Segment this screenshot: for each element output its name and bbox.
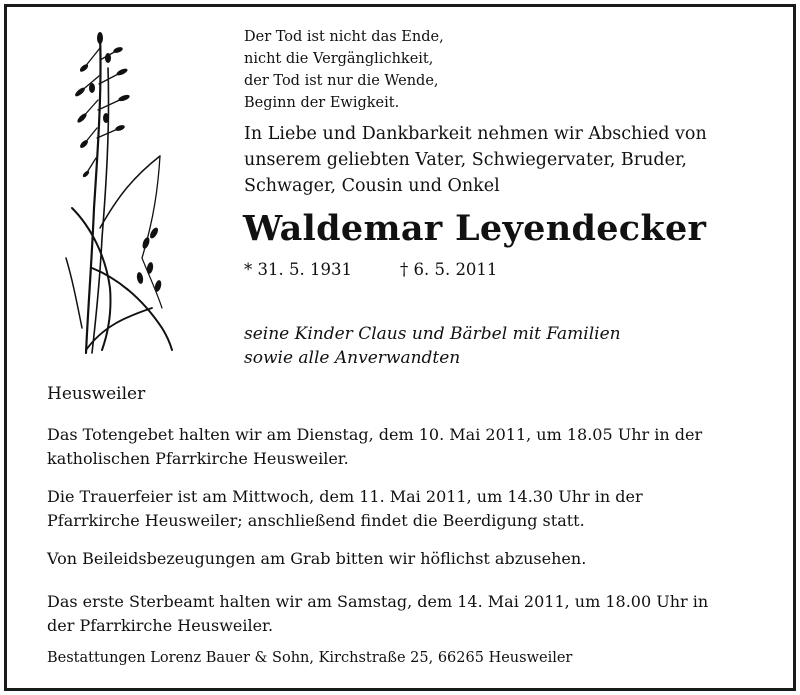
poem: [244, 26, 444, 114]
birth-date: * 31. 5. 1931: [244, 260, 352, 279]
notice-line: Das Totengebet halten wir am Dienstag, dem 10. Mai 2011, um 18.05 Uhr in der: [47, 425, 703, 444]
notice-requiem: [47, 590, 708, 638]
poem-line: nicht die Vergänglichkeit,: [244, 51, 434, 67]
poem-line: Beginn der Ewigkeit.: [244, 95, 400, 111]
life-dates: [244, 260, 497, 279]
notice-line: Die Trauerfeier ist am Mittwoch, dem 11. Mai 2011, um 14.30 Uhr in der: [47, 487, 643, 506]
notice-funeral: [47, 485, 643, 533]
poem-line: der Tod ist nur die Wende,: [244, 73, 439, 89]
farewell-intro: [244, 121, 707, 199]
death-date: † 6. 5. 2011: [399, 260, 498, 279]
intro-line: Schwager, Cousin und Onkel: [244, 176, 500, 196]
notice-line: der Pfarrkirche Heusweiler.: [47, 616, 274, 635]
mourners-line: seine Kinder Claus und Bärbel mit Familien: [244, 324, 621, 344]
notice-line: Von Beileidsbezeugungen am Grab bitten wir höflichst abzusehen.: [47, 549, 587, 568]
notice-prayer: [47, 423, 702, 471]
place-name: Heusweiler: [47, 384, 146, 404]
intro-line: unserem geliebten Vater, Schwiegervater, Bruder,: [244, 150, 687, 170]
notice-line: katholischen Pfarrkirche Heusweiler.: [47, 449, 349, 468]
notice-condolences: [47, 547, 586, 571]
grass-stalk-icon: [62, 28, 182, 358]
undertaker-info: Bestattungen Lorenz Bauer & Sohn, Kirchstraße 25, 66265 Heusweiler: [47, 650, 573, 666]
poem-line: Der Tod ist nicht das Ende,: [244, 29, 444, 45]
deceased-name: Waldemar Leyendecker: [243, 208, 707, 249]
mourners-line: sowie alle Anverwandten: [244, 348, 461, 368]
notice-line: Pfarrkirche Heusweiler; anschließend findet die Beerdigung statt.: [47, 511, 585, 530]
mourners: [244, 322, 621, 370]
notice-line: Das erste Sterbeamt halten wir am Samstag, dem 14. Mai 2011, um 18.00 Uhr in: [47, 592, 709, 611]
intro-line: In Liebe und Dankbarkeit nehmen wir Abschied von: [244, 124, 707, 144]
